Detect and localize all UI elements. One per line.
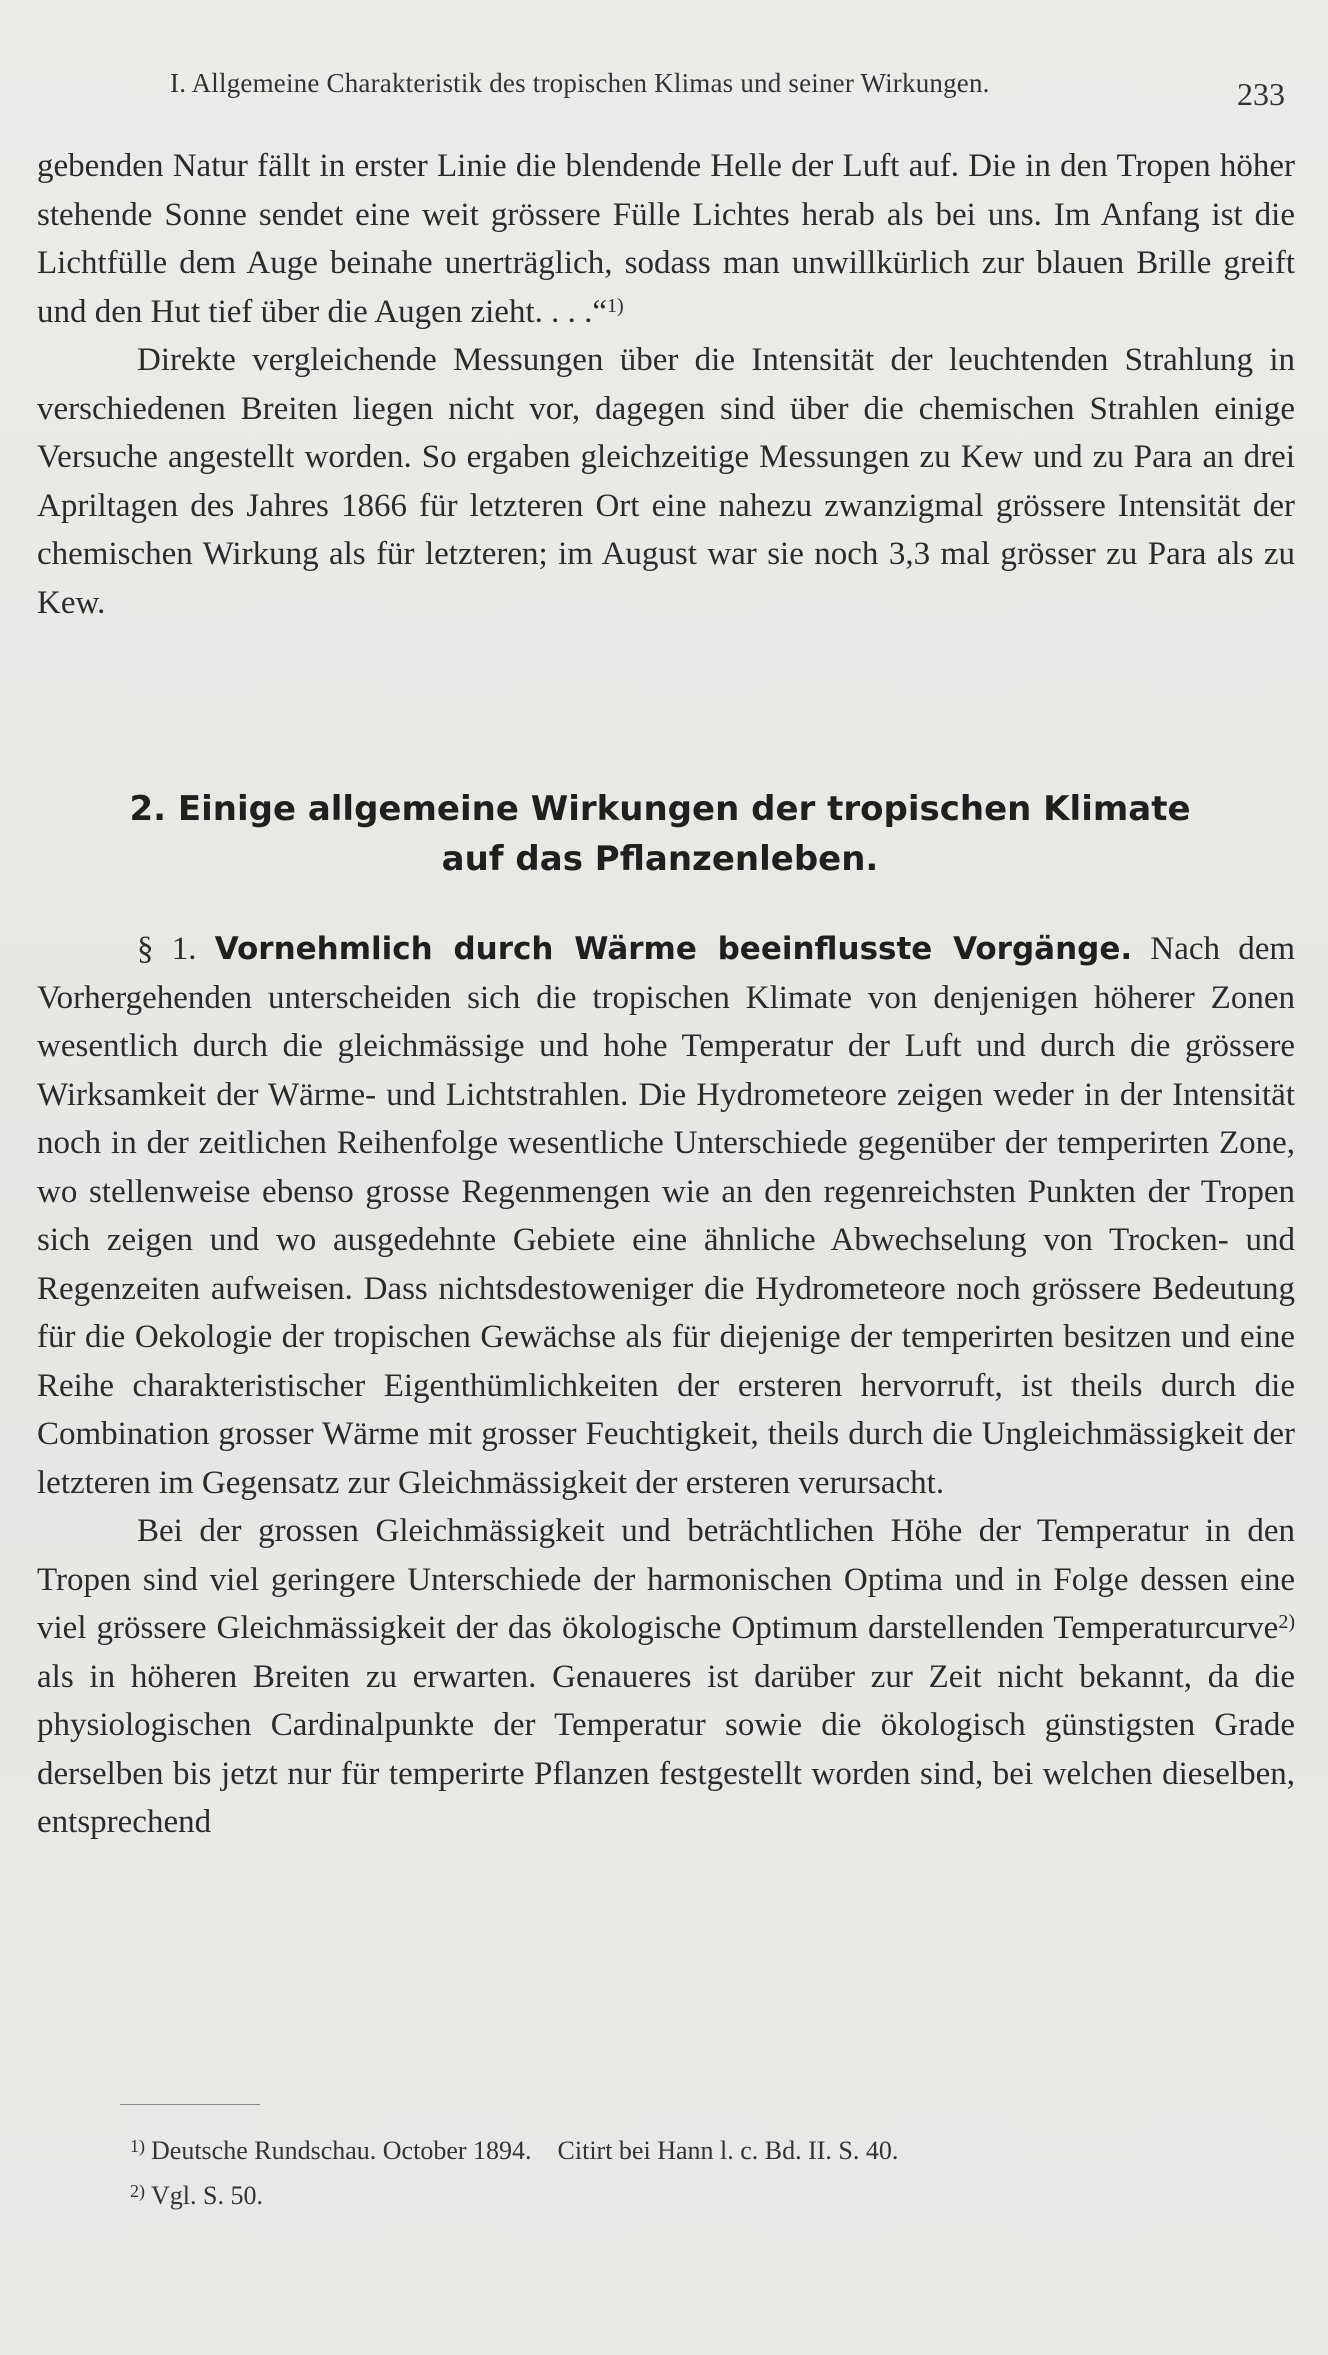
paragraph: Direkte vergleichende Messungen über die Intensität der leuchtenden Strahlung in verschiedenen Breiten liegen nicht vor, dagegen sind über die chemischen Strahlen einige Versuche angestellt worden. So ergaben gleichzeitige Messungen zu Kew und zu Para an drei Apriltagen des Jahres 1866 für letzteren Ort eine nahezu zwanzigmal grössere Intensität der chemischen Wirkung als für letzteren; im August war sie noch 3,3 mal grösser zu Para als zu Kew. — [37, 342, 1295, 621]
footnotes — [130, 2126, 1230, 2216]
section-heading — [60, 784, 1260, 884]
page-number: 233 — [1237, 76, 1285, 112]
footnote — [130, 2126, 1230, 2171]
footnote-mark: 1) — [130, 2136, 145, 2156]
paragraph-text: als in höheren Breiten zu erwarten. Genaueres ist darüber zur Zeit nicht bekannt, da die physiologischen Cardinalpunkte der Temperatur sowie die ökologisch günstigsten Grade derselben bis jetzt nur für temperirte Pflanzen festgestellt worden sind, bei welchen dieselben, entsprechend — [37, 1658, 1295, 1840]
footnote-divider — [120, 2104, 260, 2105]
footnote-ref: 2) — [1278, 1611, 1295, 1633]
intro-text — [37, 142, 1295, 627]
paragraph-text: Nach dem Vorhergehenden unterscheiden sich die tropischen Klimate von denjenigen höherer Zonen wesentlich durch die gleichmässige und hohe Temperatur der Luft und durch die grössere Wirksamkeit der Wärme- und Lichtstrahlen. Die Hydrometeore zeigen weder in der Intensität noch in der zeitlichen Reihenfolge wesentliche Unterschiede gegenüber der temperirten Zone, wo stellenweise ebenso grosse Regenmengen wie an den regenreichsten Punkten der Tropen sich zeigen und wo ausgedehnte Gebiete eine ähnliche Abwechselung von Trocken- und Regenzeiten aufweisen. Dass nichtsdestoweniger die Hydrometeore noch grössere Bedeutung für die Oekologie der tropischen Gewächse als für diejenige der temperirten besitzen und eine Reihe charakteristischer Eigenthümlichkeiten der ersteren hervorruft, ist theils durch die Combination grosser Wärme mit grosser Feuchtigkeit, theils durch die Ungleichmässigkeit der letzteren im Gegensatz zur Gleichmässigkeit der ersteren verursacht. — [37, 931, 1296, 1501]
paragraph — [37, 925, 1295, 1507]
paragraph — [37, 142, 1295, 336]
paragraph-text: Bei der grossen Gleichmässigkeit und beträchtlichen Höhe der Temperatur in den Tropen sind viel geringere Unterschiede der harmonischen Optima und in Folge dessen eine viel grössere Gleichmässigkeit der das ökologische Optimum darstellenden Temperaturcurve — [37, 1513, 1295, 1646]
subsection-title: Vornehmlich durch Wärme beeinflusste Vorgänge. — [214, 931, 1133, 967]
footnote — [130, 2171, 1230, 2216]
footnote-text: Deutsche Rundschau. October 1894. — [151, 2136, 532, 2165]
footnote-text: Vgl. S. 50. — [151, 2181, 263, 2210]
section-heading-line: 2. Einige allgemeine Wirkungen der tropischen Klimate — [129, 789, 1191, 829]
section-mark: § 1. — [137, 931, 197, 967]
paragraph — [37, 1507, 1295, 1847]
section-heading-line: auf das Pflanzenleben. — [441, 839, 879, 879]
footnote-ref: 1) — [607, 294, 624, 317]
paragraph-text: gebenden Natur fällt in erster Linie die blendende Helle der Luft auf. Die in den Tropen höher stehende Sonne sendet eine weit grössere Fülle Lichtes herab als bei uns. Im Anfang ist die Lichtfülle dem Auge beinahe unerträglich, sodass man unwillkürlich zur blauen Brille greift und den Hut tief über die Augen zieht. . . .“ — [37, 148, 1295, 330]
footnote-mark: 2) — [130, 2181, 145, 2201]
section-body — [37, 925, 1295, 1847]
running-head: I. Allgemeine Charakteristik des tropischen Klimas und seiner Wirkungen. — [170, 68, 990, 98]
footnote-citation: Citirt bei Hann l. c. Bd. II. S. 40. — [557, 2136, 899, 2165]
